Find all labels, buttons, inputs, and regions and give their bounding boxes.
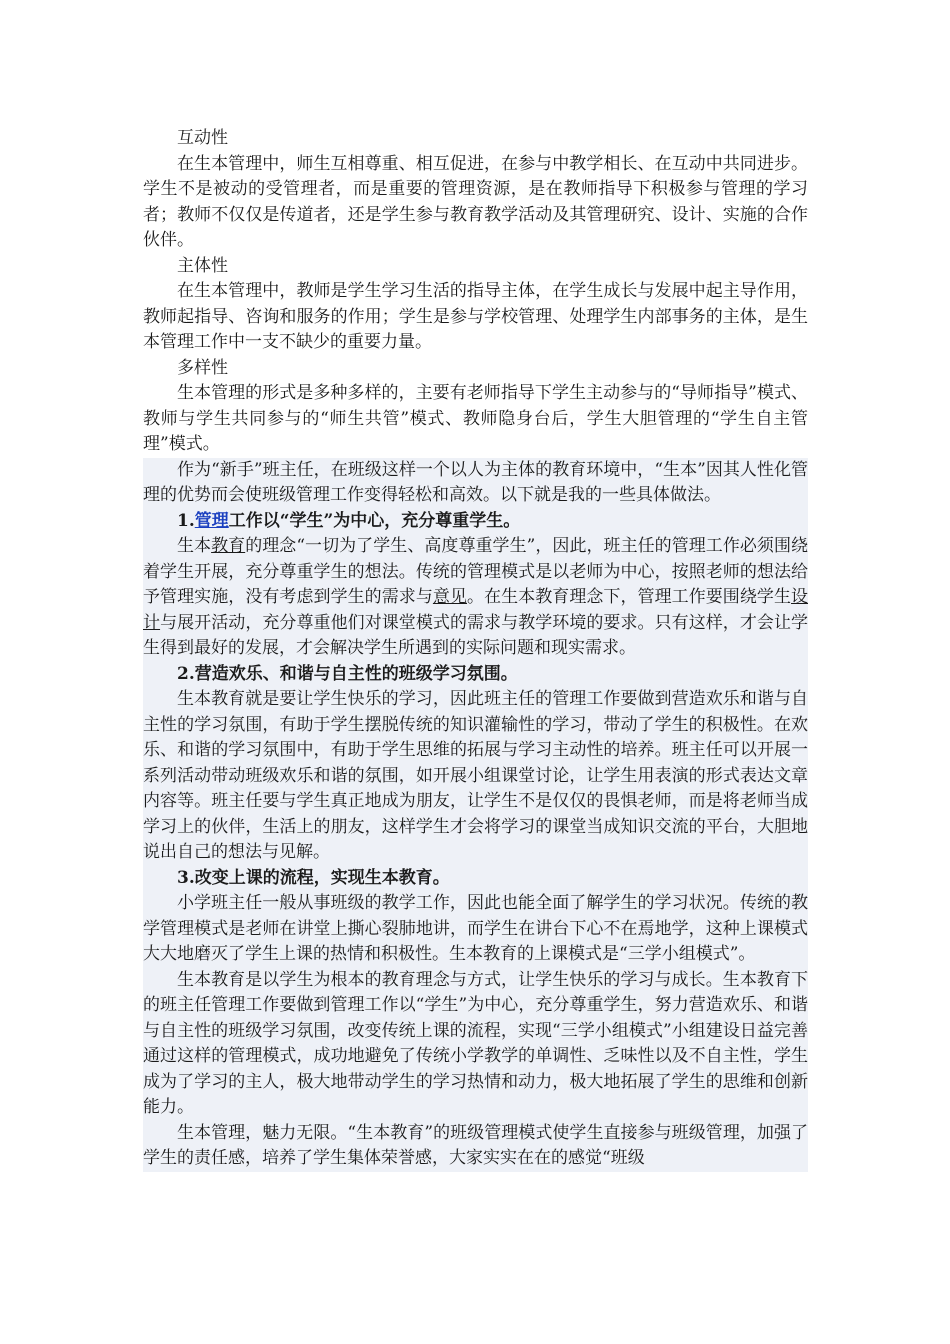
shaded-section (143, 458, 808, 1172)
section-heading-interactivity: 互动性 (177, 128, 228, 148)
paragraph-diversity: 生本管理的形式是多种多样的，主要有老师指导下学生主动参与的“导师指导”模式、教师与学生共同参与的“师生共管”模式、教师隐身台后，学生大胆管理的“学生自主管理”模式。 (143, 383, 808, 454)
paragraph-interactivity: 在生本管理中，师生互相尊重、相互促进，在参与中教学相长、在互动中共同进步。学生不是被动的受管理者，而是重要的管理资源，是在教师指导下积极参与管理的学习者；教师不仅仅是传道者，还是学生参与教育教学活动及其管理研究、设计、实施的合作伙伴。 (143, 153, 808, 250)
section1-number: 1. (177, 510, 195, 531)
section1-text-a: 生本 (177, 536, 212, 556)
summary-paragraph: 生本教育是以学生为根本的教育理念与方式，让学生快乐的学习与成长。生本教育下的班主任管理工作要做到管理工作以“学生”为中心，充分尊重学生，努力营造欢乐、和谐与自主性的班级学习氛围，改变传统上课的流程，实现“三学小组模式”小组建设日益完善通过这样的管理模式，成功地避免了传统小学教学的单调性、乏味性以及不自主性，学生成为了学习的主人，极大地带动学生的学习热情和动力，极大地拓展了学生的思维和创新能力。 (143, 969, 808, 1117)
opinion-link[interactable]: 意见 (432, 587, 468, 607)
paragraph-subjectivity: 在生本管理中，教师是学生学习生活的指导主体，在学生成长与发展中起主导作用，教师起指导、咨询和服务的作用；学生是参与学校管理、处理学生内部事务的主体，是生本管理工作中一支不缺少的重要力量。 (143, 281, 808, 352)
section3-paragraph: 小学班主任一般从事班级的教学工作，因此也能全面了解学生的学习状况。传统的教学管理模式是老师在讲堂上撕心裂肺地讲，而学生在讲台下心不在焉地学，这种上课模式大大地磨灭了学生上课的热情和积极性。生本教育的上课模式是“三学小组模式”。 (143, 893, 808, 964)
section-heading-subjectivity: 主体性 (177, 255, 228, 276)
management-link[interactable]: 管理 (194, 510, 229, 531)
section1-paragraph (143, 534, 808, 662)
section1-heading-text: 工作以“学生”为中心，充分尊重学生。 (228, 510, 521, 531)
section3-heading: 3.改变上课的流程，实现生本教育。 (177, 867, 450, 888)
design-link[interactable]: 设计 (143, 587, 809, 633)
section1-heading (143, 509, 808, 535)
section2-heading: 2.营造欢乐、和谐与自主性的班级学习氛围。 (177, 663, 518, 684)
section1-text-d: 与展开活动，充分尊重他们对课堂模式的需求与教学环境的要求。只有这样，才会让学生得到最好的发展，才会解决学生所遇到的实际问题和现实需求。 (143, 612, 809, 658)
section1-text-c: 。在生本教育理念下，管理工作要围绕学生 (467, 587, 792, 607)
closing-paragraph: 生本管理，魅力无限。“生本教育”的班级管理模式使学生直接参与班级管理，加强了学生的责任感，培养了学生集体荣誉感，大家实实在在的感觉“班级 (143, 1122, 808, 1168)
paragraph-newbie: 作为“新手”班主任，在班级这样一个以人为主体的教育环境中，“生本”因其人性化管理的优势而会使班级管理工作变得轻松和高效。以下就是我的一些具体做法。 (143, 459, 808, 505)
section-heading-diversity: 多样性 (177, 357, 228, 378)
article-body (143, 126, 808, 1172)
section1-text-b: 的理念“一切为了学生、高度尊重学生”，因此，班主任的管理工作必须围绕着学生开展，充分尊重学生的想法。传统的管理模式是以老师为中心，按照老师的想法给予管理实施，没有考虑到学生的需求与 (143, 536, 809, 607)
section2-paragraph: 生本教育就是要让学生快乐的学习，因此班主任的管理工作要做到营造欢乐和谐与自主性的学习氛围，有助于学生摆脱传统的知识灌输性的学习，带动了学生的积极性。在欢乐、和谐的学习氛围中，有助于学生思维的拓展与学习主动性的培养。班主任可以开展一系列活动带动班级欢乐和谐的氛围，如开展小组课堂讨论，让学生用表演的形式表达文章内容等。班主任要与学生真正地成为朋友，让学生不是仅仅的畏惧老师，而是将老师当成学习上的伙伴，生活上的朋友，这样学生才会将学习的课堂当成知识交流的平台，大胆地说出自己的想法与见解。 (143, 689, 808, 862)
education-link[interactable]: 教育 (211, 536, 246, 556)
